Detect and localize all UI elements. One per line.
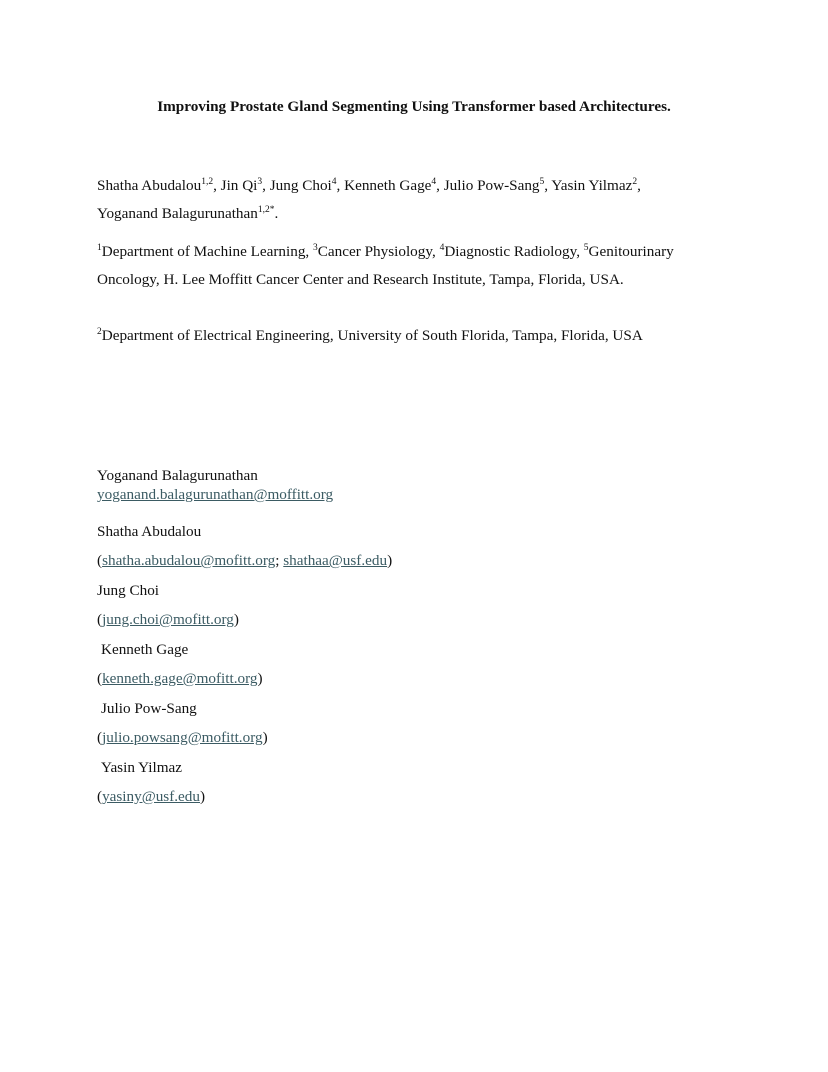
- affil-text: Department of Electrical Engineering, University of South Florida, Tampa, Florida, USA: [101, 327, 643, 344]
- email-link[interactable]: julio.powsang@mofitt.org: [102, 729, 263, 746]
- contact-email-line: (julio.powsang@mofitt.org): [97, 729, 268, 746]
- contact-email-line: (kenneth.gage@mofitt.org): [97, 670, 263, 687]
- author-affil-sup: 1,2*: [257, 205, 275, 215]
- email-link[interactable]: yasiny@usf.edu: [102, 788, 200, 805]
- author-name: Yasin Yilmaz: [551, 177, 633, 194]
- contact-name: Kenneth Gage: [101, 641, 189, 658]
- author-list: Shatha Abudalou$^{1,2}$, Jin Qi$^3$, Jung Choi$^4$, Kenneth Gage$^4$, Julio Pow-Sang$^5$, Yasin Yilmaz$^2$, Yoganand Balagurunathan$^{1,2*}$.: [97, 177, 641, 222]
- author-name: Jung Choi: [269, 177, 332, 194]
- affiliation-moffitt: [97, 238, 737, 294]
- author-affil-sup: 5: [539, 177, 545, 187]
- affil-text: Genitourinary Oncology, H. Lee Moffitt Cancer Center and Research Institute, Tampa, Florida, USA.: [97, 243, 674, 288]
- author-name: Shatha Abudalou: [97, 177, 202, 194]
- contact-name: Shatha Abudalou: [97, 523, 202, 540]
- author-name: Kenneth Gage: [344, 177, 432, 194]
- email-link[interactable]: shatha.abudalou@mofitt.org: [102, 552, 276, 569]
- affiliation-usf: [97, 322, 737, 350]
- affil-sup: 4: [439, 243, 445, 253]
- contact-name: Yasin Yilmaz: [101, 759, 183, 776]
- author-affil-sup: 4: [431, 177, 437, 187]
- email-link[interactable]: shathaa@usf.edu: [283, 552, 388, 569]
- author-name: Julio Pow-Sang: [443, 177, 540, 194]
- email-link[interactable]: jung.choi@mofitt.org: [102, 611, 234, 628]
- contact-email-line: [97, 486, 333, 504]
- author-name: Jin Qi: [220, 177, 258, 194]
- email-link[interactable]: yoganand.balagurunathan@moffitt.org: [97, 486, 334, 503]
- affil-text: Department of Machine Learning,: [101, 243, 314, 260]
- affil-sup: 5: [583, 243, 589, 253]
- affil-text: Cancer Physiology,: [317, 243, 440, 260]
- email-link[interactable]: kenneth.gage@mofitt.org: [102, 670, 258, 687]
- contact-email-line: (jung.choi@mofitt.org): [97, 611, 239, 628]
- author-affil-sup: 4: [331, 177, 337, 187]
- affil-sup: 1: [97, 243, 102, 253]
- affil-text: Diagnostic Radiology,: [444, 243, 584, 260]
- contact-email-line: (yasiny@usf.edu): [97, 788, 206, 805]
- author-affil-sup: 1,2: [201, 177, 214, 187]
- author-name: Yoganand Balagurunathan: [97, 205, 258, 222]
- contact-name: Yoganand Balagurunathan: [97, 467, 258, 484]
- affil-sup: 3: [313, 243, 318, 253]
- author-affil-sup: 3: [257, 177, 263, 187]
- author-affil-sup: 2: [632, 177, 638, 187]
- paper-title: Improving Prostate Gland Segmenting Using Transformer based Architectures.: [157, 98, 671, 115]
- contact-email-line: (shatha.abudalou@mofitt.org; shathaa@usf.edu): [97, 552, 393, 569]
- affil-sup: 2: [97, 327, 102, 337]
- contact-name: Julio Pow-Sang: [101, 700, 197, 717]
- contact-name: Jung Choi: [97, 582, 160, 599]
